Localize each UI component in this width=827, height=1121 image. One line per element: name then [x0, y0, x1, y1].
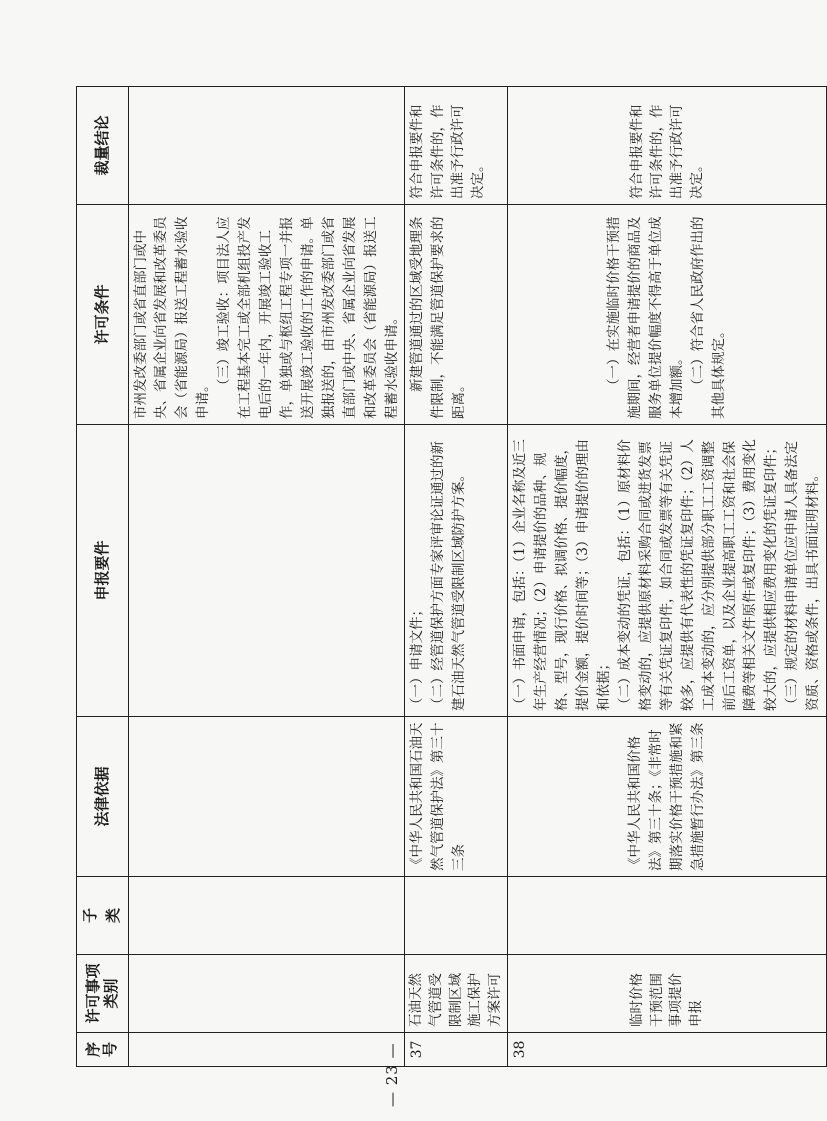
- cell-conclusion: 符合申报要件和许可条件的，作出准予行政许可决定。: [508, 87, 827, 205]
- requirement-text: （一）书面申请，包括：（1）企业名称及近三年生产经营情况；（2）申请提价的品种、规格、型号，现行价格、拟调价格、提价幅度，提价金额，提价时间等；（3）申请提价的理由和依据；: [512, 439, 612, 711]
- cell-requirements: [405, 425, 508, 717]
- cell-seq: 37: [405, 1033, 508, 1067]
- cell-requirements: [128, 425, 405, 717]
- requirement-text: （二）经管道保护方面专家评审论证通过的新建石油天然气管道受限制区域防护方案。: [430, 441, 468, 711]
- header-requirements: 申报要件: [77, 425, 129, 717]
- condition-text: 新建管道通过的区域受地理条件限制，不能满足管道保护要求的距离。: [409, 216, 468, 419]
- cell-category: 石油天然气管道受限制区域施工保护方案许可: [405, 955, 508, 1033]
- cell-conclusion: [128, 87, 405, 205]
- header-sub-char-2: 类: [104, 908, 123, 924]
- page-number: — 23 —: [383, 1042, 401, 1108]
- header-conditions: 许可条件: [77, 205, 129, 425]
- cell-sub: [128, 877, 405, 955]
- cell-law: 《中华人民共和国石油天然气管道保护法》第三十三条: [405, 717, 508, 877]
- header-seq: 序号: [77, 1033, 129, 1067]
- cell-requirements: [508, 425, 827, 717]
- header-category: 许可事项类别: [77, 955, 129, 1033]
- cell-seq: [128, 1033, 405, 1067]
- cell-conditions: [405, 205, 508, 425]
- cell-conditions: [128, 205, 405, 425]
- header-law: 法律依据: [77, 717, 129, 877]
- condition-text: （一）在实施临时价格干预措施期间，经营者申请提价的商品及服务单位提价幅度不得高于单位成本增加额。: [606, 216, 686, 419]
- cell-conditions: [508, 205, 827, 425]
- cell-law: 《中华人民共和国价格法》第三十条；《非常时期落实价格干预措施和紧急措施暂行办法》第三条: [508, 717, 827, 877]
- cell-category: 临时价格干预范围事项提价申报: [508, 955, 827, 1033]
- cell-seq: 38: [508, 1033, 827, 1067]
- requirement-text: （三）规定的材料申请单位应申请人具备法定资质、资格或条件，出具书面证明材料。: [784, 441, 822, 711]
- requirement-text: （一）申请文件；: [409, 603, 426, 711]
- cell-conclusion: 符合申报要件和许可条件的，作出准予行政许可决定。: [405, 87, 508, 205]
- cell-law: [128, 717, 405, 877]
- rotated-table-wrapper: [76, 87, 822, 1067]
- table-row-continued: [128, 87, 405, 1067]
- condition-text: 市州发改委部门或省直部门或中央、省属企业向省发展和改革委员会（省能源局）报送工程蓄水验收申请。: [132, 216, 212, 419]
- cell-category: [128, 955, 405, 1033]
- header-row: [77, 87, 129, 1067]
- table-row-37: [405, 87, 508, 1067]
- condition-text: （三）竣工验收：项目法人应在工程基本完工或全部机组投产发电后的一年内，开展竣工验收工作，单独或与枢纽工程专项一并报送开展竣工验收的工作的申请。单独报送的，由市州发改委部门或省直部门或中央、省属企业向省发展和改革委员会（省能源局）报送工程蓄水验收申请。: [216, 216, 400, 419]
- cell-sub: [405, 877, 508, 955]
- permit-table: [76, 86, 827, 1067]
- condition-text: （二）符合省人民政府作出的其他具体规定。: [690, 216, 728, 419]
- cell-sub: [508, 877, 827, 955]
- requirement-text: （二）成本变动的凭证，包括：（1）原材料价格变动的，应提供原材料采购合同或进货发票等有关凭证复印件，如合同或发票等有关凭证较多，应提供有代表性的凭证复印件；（2）人工成本变动的，应分别提供部分职工工资调整前后工资单，以及企业提高职工工资和社会保障费等相关文件原件或复印件；（3）费用变化较大的，应提供相应费用变化的凭证复印件；: [616, 439, 780, 711]
- table-row-38: [508, 87, 827, 1067]
- header-sub-char-1: 子: [81, 908, 99, 924]
- header-sub: [77, 877, 129, 955]
- header-conclusion: 裁量结论: [77, 87, 129, 205]
